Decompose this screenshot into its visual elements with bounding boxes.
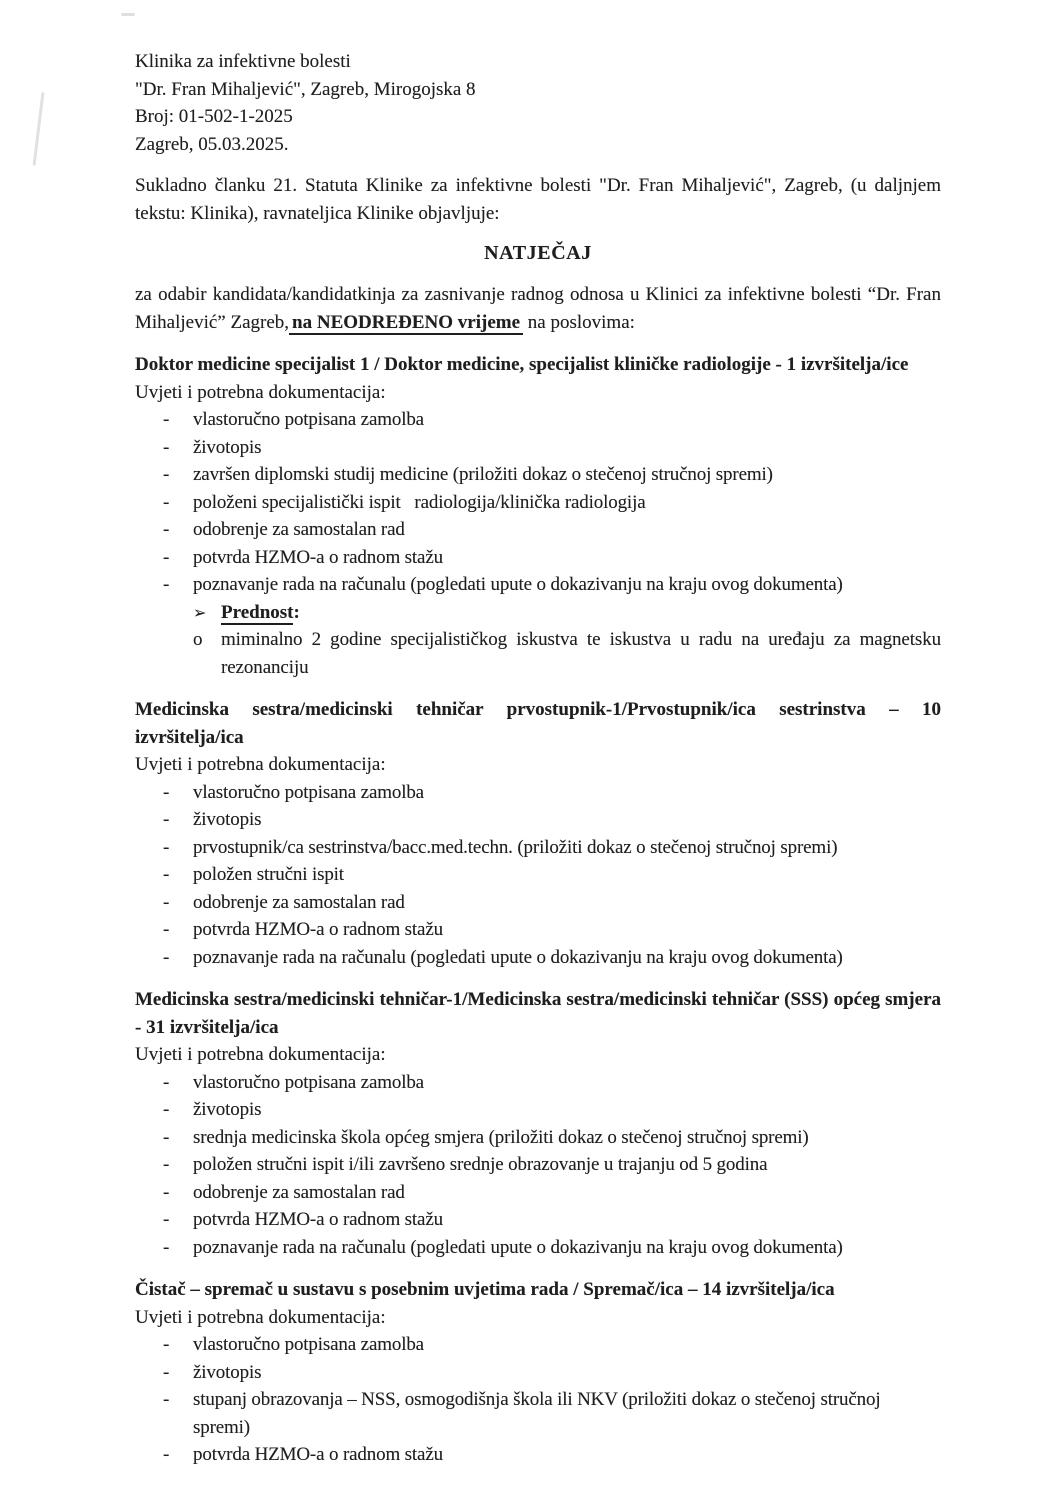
requirements-list — [135, 1331, 941, 1469]
subject-text-before: za odabir kandidata/kandidatkinja za zasnivanje radnog odnosa u Klinici za infektivne bolesti “Dr. Fran Mihaljević” Zagreb, — [135, 284, 941, 333]
dash-bullet: - — [163, 1099, 170, 1120]
scan-artifact — [33, 92, 45, 166]
dash-bullet: - — [163, 1389, 170, 1410]
requirement-item: - prvostupnik/ca sestrinstva/bacc.med.techn. (priložiti dokaz o stečenoj stručnoj spremi) — [135, 834, 941, 862]
job-title: Čistač – spremač u sustavu s posebnim uvjetima rada / Spremač/ica – 14 izvršitelja/ica — [135, 1279, 835, 1300]
letterhead-line-address: "Dr. Fran Mihaljević", Zagreb, Mirogojska 8 — [135, 78, 476, 100]
advantage-heading — [193, 599, 941, 627]
job-title: Medicinska sestra/medicinski tehničar-1/Medicinska sestra/medicinski tehničar (SSS) općeg smjera - 31 izvršitelja/ica — [135, 989, 941, 1038]
job-section-cistac-spremac — [135, 1276, 941, 1469]
dash-bullet: - — [163, 464, 170, 485]
subject-paragraph — [135, 281, 941, 336]
letterhead-line-date: Zagreb, 05.03.2025. — [135, 133, 289, 155]
dash-bullet: - — [163, 546, 170, 568]
dash-bullet: - — [163, 1444, 170, 1465]
subject-emphasis: na NEODREĐENO vrijeme — [289, 312, 523, 335]
job-section-medicinska-sestra-sss — [135, 986, 941, 1261]
scan-artifact — [121, 13, 135, 16]
job-section-doktor-medicine — [135, 351, 941, 681]
requirement-item: - vlastoručno potpisana zamolba — [135, 779, 941, 807]
dash-bullet: - — [163, 809, 170, 830]
dash-bullet: - — [163, 1334, 170, 1355]
requirement-item: - poznavanje rada na računalu (pogledati upute o dokazivanju na kraju ovog dokumenta) — [135, 944, 941, 972]
dash-bullet: - — [163, 781, 170, 803]
requirement-item: - životopis — [135, 1359, 941, 1387]
requirement-item: - vlastoručno potpisana zamolba — [135, 406, 941, 434]
requirement-item: - položeni specijalistički ispit radiologija/klinička radiologija — [135, 489, 941, 517]
letterhead-line-org: Klinika za infektivne bolesti — [135, 51, 351, 72]
requirements-label: Uvjeti i potrebna dokumentacija: — [135, 1306, 386, 1328]
requirement-item: - položen stručni ispit i/ili završeno srednje obrazovanje u trajanju od 5 godina — [135, 1151, 941, 1179]
requirement-item: - potvrda HZMO-a o radnom stažu — [135, 544, 941, 572]
document-content — [135, 48, 941, 1469]
letterhead-line-number: Broj: 01-502-1-2025 — [135, 106, 293, 127]
requirement-item: - odobrenje za samostalan rad — [135, 516, 941, 544]
requirement-item: - vlastoručno potpisana zamolba — [135, 1069, 941, 1097]
job-title: Doktor medicine specijalist 1 / Doktor medicine, specijalist kliničke radiologije - 1 izvršitelja/ice — [135, 354, 909, 375]
dash-bullet: - — [163, 491, 170, 513]
dash-bullet: - — [163, 891, 170, 913]
requirement-item: - životopis — [135, 806, 941, 834]
dash-bullet: - — [163, 574, 170, 595]
dash-bullet: - — [163, 1154, 170, 1175]
dash-bullet: - — [163, 519, 170, 540]
advantage-label: Prednost: — [221, 601, 300, 623]
circle-bullet: o — [193, 629, 203, 650]
requirement-item: - odobrenje za samostalan rad — [135, 889, 941, 917]
subject-text-after: na poslovima: — [527, 311, 635, 333]
dash-bullet: - — [163, 919, 170, 940]
requirement-item: - životopis — [135, 434, 941, 462]
dash-bullet: - — [163, 1071, 170, 1093]
dash-bullet: - — [163, 836, 170, 858]
requirement-item: - potvrda HZMO-a o radnom stažu — [135, 1441, 941, 1469]
requirement-item: - stupanj obrazovanja – NSS, osmogodišnja škola ili NKV (priložiti dokaz o stečenoj stručnoj spremi) — [135, 1386, 941, 1441]
dash-bullet: - — [163, 1209, 170, 1230]
dash-bullet: - — [163, 1361, 170, 1383]
advantage-block — [193, 599, 941, 682]
requirement-item: - potvrda HZMO-a o radnom stažu — [135, 916, 941, 944]
requirement-item: - završen diplomski studij medicine (priložiti dokaz o stečenoj stručnoj spremi) — [135, 461, 941, 489]
requirement-item: - poznavanje rada na računalu (pogledati upute o dokazivanju na kraju ovog dokumenta) — [135, 1234, 941, 1262]
requirements-label: Uvjeti i potrebna dokumentacija: — [135, 1044, 386, 1065]
requirements-label: Uvjeti i potrebna dokumentacija: — [135, 381, 386, 403]
document-title: NATJEČAJ — [484, 242, 592, 264]
arrow-bullet-icon: ➢ — [193, 602, 207, 622]
requirement-item: - potvrda HZMO-a o radnom stažu — [135, 1206, 941, 1234]
dash-bullet: - — [163, 1126, 170, 1148]
dash-bullet: - — [163, 946, 170, 968]
intro-paragraph: Sukladno članku 21. Statuta Klinike za infektivne bolesti "Dr. Fran Mihaljević", Zagreb, (u daljnjem tekstu: Klinika), ravnateljica Klinike objavljuje: — [135, 175, 941, 224]
requirement-item: - položen stručni ispit — [135, 861, 941, 889]
dash-bullet: - — [163, 864, 170, 885]
requirements-list — [135, 779, 941, 972]
job-title: Medicinska sestra/medicinski tehničar prvostupnik-1/Prvostupnik/ica sestrinstva – 10 izvršitelja/ica — [135, 699, 941, 748]
letterhead — [135, 48, 941, 158]
requirement-item: - životopis — [135, 1096, 941, 1124]
dash-bullet: - — [163, 1236, 170, 1258]
requirements-list — [135, 1069, 941, 1262]
requirement-item: - odobrenje za samostalan rad — [135, 1179, 941, 1207]
advantage-item: o miminalno 2 godine specijalističkog iskustva te iskustva u radu na uređaju za magnetsku rezonanciju — [193, 626, 941, 681]
job-section-prvostupnik-sestrinstva — [135, 696, 941, 971]
requirement-item: - vlastoručno potpisana zamolba — [135, 1331, 941, 1359]
requirement-item: - poznavanje rada na računalu (pogledati upute o dokazivanju na kraju ovog dokumenta) — [135, 571, 941, 599]
dash-bullet: - — [163, 1181, 170, 1203]
dash-bullet: - — [163, 436, 170, 458]
requirements-list — [135, 406, 941, 599]
requirements-label: Uvjeti i potrebna dokumentacija: — [135, 754, 386, 775]
requirement-item: - srednja medicinska škola općeg smjera (priložiti dokaz o stečenoj stručnoj spremi) — [135, 1124, 941, 1152]
dash-bullet: - — [163, 409, 170, 430]
